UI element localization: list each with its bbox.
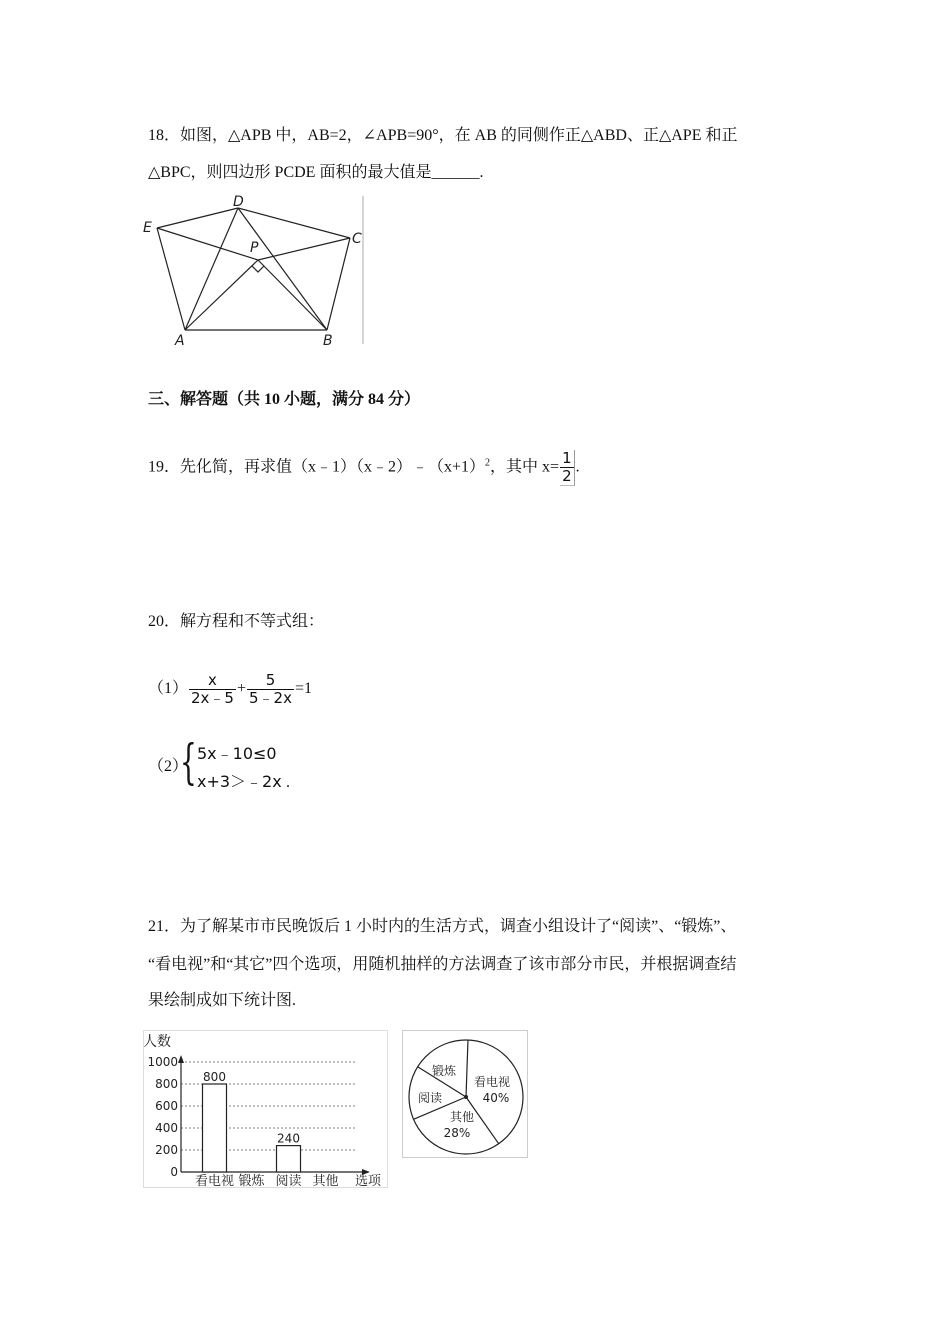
q20-p1-label: （1） [148, 680, 189, 698]
q20-rhs: =1 [294, 680, 313, 698]
q19-den: 2 [562, 467, 572, 485]
bar-data-label: 800 [203, 1070, 226, 1084]
label-D: D [233, 194, 244, 210]
bar-ylabel: 人数 [143, 1034, 171, 1050]
bar-frame [144, 1031, 388, 1188]
q20-f1-den: 2x﹣5 [191, 689, 234, 707]
q18-line2: △BPC，则四边形 PCDE 面积的最大值是______. [148, 164, 484, 181]
q18-line1: 18．如图，△APB 中，AB=2，∠APB=90°，在 AB 的同侧作正△ABD、正△APE 和正 [148, 127, 738, 144]
bar-xlabel: 选项 [355, 1174, 382, 1188]
bar-category-label: 其他 [312, 1174, 339, 1188]
q20-fraction-2 [247, 672, 294, 707]
q19-fraction [560, 450, 575, 486]
q20-title: 20．解方程和不等式组： [148, 613, 325, 630]
bar-category-label: 锻炼 [238, 1174, 265, 1188]
q19-exponent: 2 [485, 457, 491, 469]
bar-category-label: 阅读 [275, 1174, 302, 1188]
q20-plus: + [236, 680, 247, 698]
bar [277, 1146, 301, 1172]
q19-text: 19．先化简，再求值（x﹣1）（x﹣2）﹣（x+1） [148, 458, 486, 476]
pie-center [464, 1095, 468, 1099]
q20-fraction-1 [189, 672, 236, 707]
bar-category-label: 看电视 [194, 1174, 235, 1188]
bar-chart [143, 1030, 388, 1188]
pie-label-qita: 其他 [449, 1110, 475, 1124]
pie-pct-kandianshi: 40% [482, 1091, 510, 1105]
label-C: C [352, 231, 362, 247]
label-E: E [143, 220, 152, 236]
pie-label-duanlian: 锻炼 [431, 1064, 457, 1078]
bar-ytick-label: 400 [155, 1121, 178, 1135]
pie-chart [402, 1030, 528, 1158]
label-P: P [250, 240, 259, 256]
q18-figure [140, 192, 370, 350]
pie-label-yuedu: 阅读 [417, 1091, 443, 1105]
q20-p2-label: （2） [148, 758, 189, 775]
q19-end: . [575, 458, 580, 476]
q20-ineq2: x+3＞﹣2x [197, 772, 282, 791]
bar-ytick-label: 800 [155, 1077, 178, 1091]
pie-label-kandianshi: 看电视 [473, 1075, 511, 1089]
bar-ytick-label: 1000 [147, 1055, 178, 1069]
bar-data-label: 240 [277, 1131, 300, 1146]
q19-line [148, 450, 580, 486]
q20-f2-den: 5﹣2x [249, 689, 292, 707]
q20-brace: { [180, 734, 197, 790]
q21-line3: 果绘制成如下统计图. [148, 992, 297, 1009]
q20-ineq1: 5x﹣10≤0 [197, 744, 277, 763]
pie-pct-qita: 28% [443, 1126, 471, 1140]
q19-mid: ，其中 x= [490, 458, 560, 476]
q20-part1 [148, 672, 312, 707]
q21-line1: 21．为了解某市市民晚饭后 1 小时内的生活方式，调查小组设计了“阅读”、“锻炼”、 [148, 918, 737, 935]
label-A: A [175, 333, 185, 349]
label-B: B [323, 333, 333, 349]
bar-ytick-label: 600 [155, 1099, 178, 1113]
bar-y-arrow [178, 1055, 184, 1063]
q18-lines [157, 208, 350, 330]
bar-ytick-label: 200 [155, 1143, 178, 1157]
q21-line2: “看电视”和“其它”四个选项，用随机抽样的方法调查了该市部分市民，并根据调查结 [148, 956, 737, 973]
bar-ytick-label: 0 [170, 1165, 178, 1179]
q20-p2-end: . [286, 774, 290, 791]
q20-f1-num: x [189, 672, 236, 690]
bar [203, 1084, 227, 1172]
q20-f2-num: 5 [247, 672, 294, 690]
q19-num: 1 [562, 449, 572, 467]
section-title: 三、解答题（共 10 小题，满分 84 分） [148, 391, 421, 408]
